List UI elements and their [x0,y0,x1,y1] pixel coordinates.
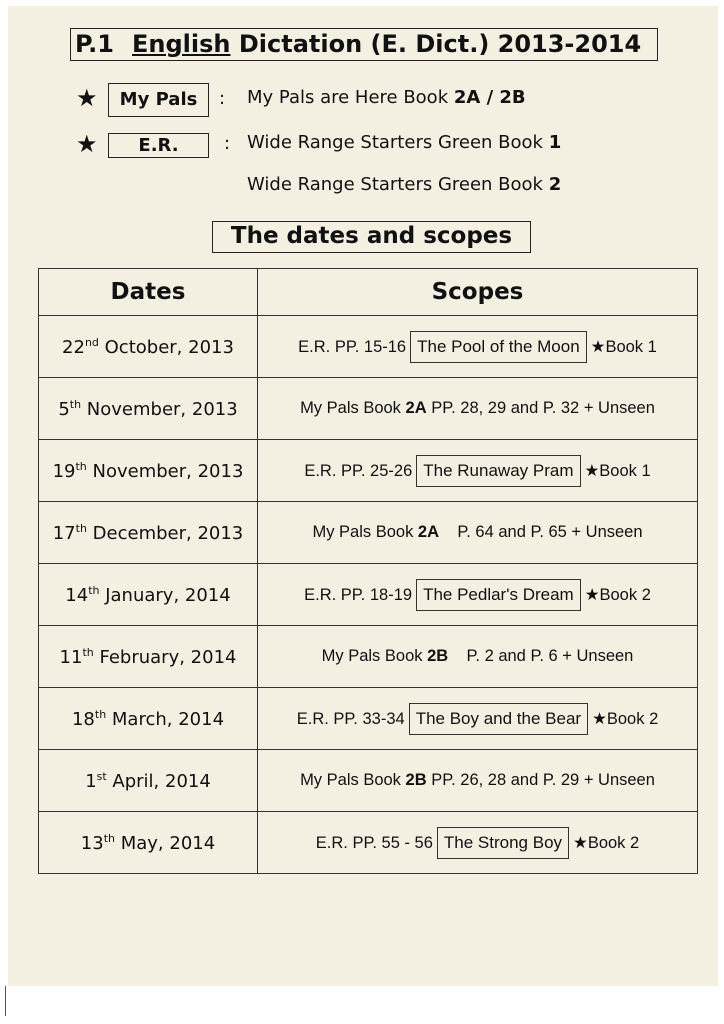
date-rest: April, 2014 [106,770,211,792]
date-rest: November, 2013 [86,460,244,482]
date-suffix: nd [84,335,99,349]
date-day: 13 [80,832,104,854]
date-cell [39,502,258,564]
scope-tail: ★Book 1 [584,461,651,480]
date-suffix: st [96,769,107,783]
date-rest: March, 2014 [106,708,225,730]
story-title: The Runaway Pram [416,455,580,487]
table-row [39,626,698,688]
scope-pages: My Pals Book [300,399,406,417]
date-suffix: th [88,583,100,597]
scope-cell [258,626,698,688]
scope-cell [258,564,698,626]
book-level: 2A [405,399,427,417]
header-dates: Dates [39,269,258,316]
book-line-my-pals: My Pals are Here Book 2A / 2B [247,87,526,108]
story-title: The Strong Boy [437,827,569,859]
date-day: 22 [62,336,85,358]
date-day: 18 [71,708,95,730]
scope-tail: P. 2 and P. 6 + Unseen [448,647,634,665]
story-title: The Pool of the Moon [410,331,587,363]
date-suffix: th [69,397,82,411]
schedule-table [38,268,698,874]
date-suffix: th [82,645,94,659]
scope-pages: E.R. PP. 18-19 [304,585,413,604]
scope-pages: My Pals Book [312,523,418,541]
date-cell [39,688,258,750]
colon: : [219,88,226,109]
story-title: The Boy and the Bear [409,703,588,735]
scope-cell [258,502,698,564]
scope-pages: My Pals Book [300,771,406,789]
book-level: 2B [405,771,427,789]
scope-pages: My Pals Book [321,647,428,665]
scope-tail: PP. 28, 29 and P. 32 + Unseen [426,399,655,417]
date-rest: October, 2013 [98,336,234,358]
date-rest: January, 2014 [99,584,231,606]
scope-pages: E.R. PP. 15-16 [298,337,407,356]
title-tail: Dictation (E. Dict.) 2013-2014 [230,30,642,58]
scope-tail: ★Book 2 [592,709,659,728]
scope-tail: PP. 26, 28 and P. 29 + Unseen [426,771,655,789]
date-day: 1 [85,770,97,792]
date-cell [39,440,258,502]
date-rest: November, 2013 [81,398,238,420]
scope-pages: E.R. PP. 55 - 56 [315,833,433,852]
date-suffix: th [94,707,107,721]
scope-cell [258,316,698,378]
scan-edge-line [5,986,6,1016]
scope-tail: P. 64 and P. 65 + Unseen [439,523,643,541]
table-row [39,502,698,564]
date-rest: February, 2014 [93,646,237,668]
scope-tail: ★Book 1 [590,337,657,356]
title-code: P.1 [75,30,114,58]
tag-my-pals: My Pals [108,83,209,117]
table-row [39,316,698,378]
scope-pages: E.R. PP. 33-34 [296,709,405,728]
table-row [39,564,698,626]
scope-cell [258,688,698,750]
table-header-row [39,269,698,316]
date-day: 19 [52,460,76,482]
date-cell [39,626,258,688]
star-icon: ★ [76,130,98,158]
section-subtitle: The dates and scopes [212,221,531,253]
scope-cell [258,378,698,440]
date-cell [39,316,258,378]
star-icon: ★ [76,84,98,112]
date-cell [39,564,258,626]
book-line-er-2: Wide Range Starters Green Book 2 [247,174,562,195]
scope-pages: E.R. PP. 25-26 [304,461,413,480]
table-row [39,812,698,874]
book-line-er-1: Wide Range Starters Green Book 1 [247,132,562,153]
date-cell [39,812,258,874]
tag-er: E.R. [108,133,209,158]
date-day: 5 [58,398,70,420]
scope-cell [258,750,698,812]
table-row [39,440,698,502]
date-suffix: th [75,459,87,473]
scope-cell [258,440,698,502]
colon: : [224,133,231,154]
table-row [39,378,698,440]
scope-cell [258,812,698,874]
scope-tail: ★Book 2 [573,833,640,852]
book-level: 2A [417,523,440,541]
date-cell [39,378,258,440]
title-main: English [132,30,231,58]
page-title [70,28,658,61]
date-suffix: th [103,831,115,845]
date-day: 14 [65,584,89,606]
date-rest: December, 2013 [86,522,244,544]
date-rest: May, 2014 [115,832,216,854]
date-suffix: th [75,521,87,535]
table-row [39,750,698,812]
scope-tail: ★Book 2 [584,585,651,604]
story-title: The Pedlar's Dream [416,579,581,611]
table-row [39,688,698,750]
date-day: 17 [52,522,76,544]
book-level: 2B [427,647,449,665]
date-day: 11 [59,646,83,668]
date-cell [39,750,258,812]
header-scopes: Scopes [258,269,698,316]
